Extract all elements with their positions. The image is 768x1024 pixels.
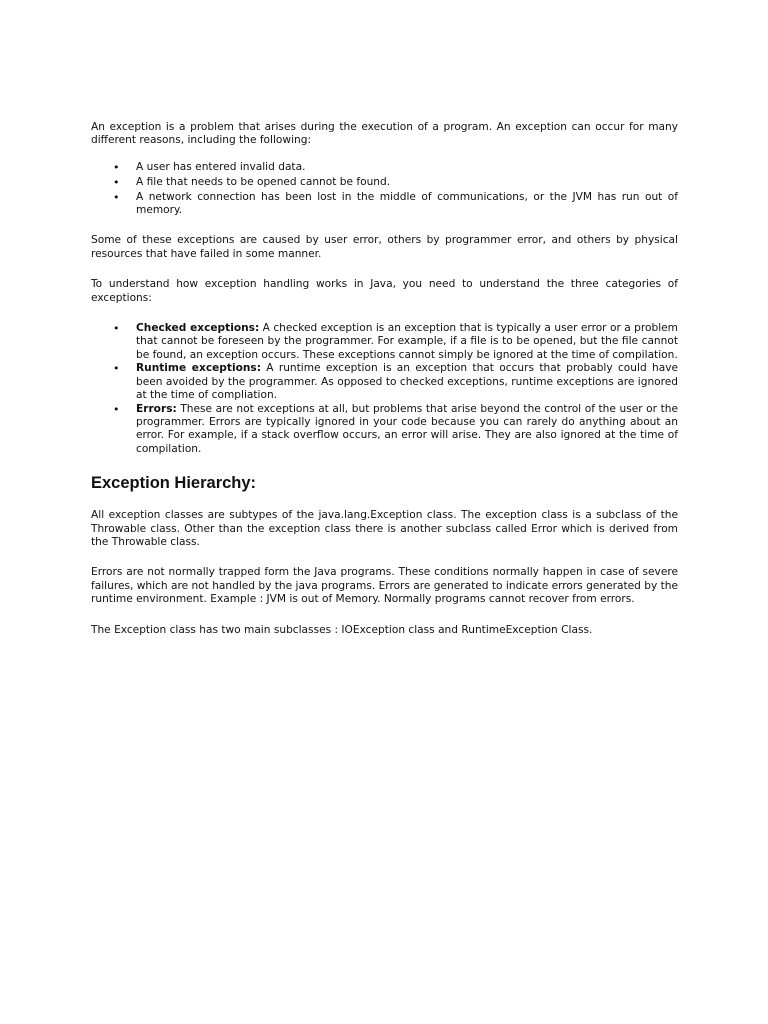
hierarchy-paragraph: All exception classes are subtypes of the java.lang.Exception class. The exception class is a subclass of the Throwable class. Other than the exception class there is another subclass called Error which is derived from the Throwable class. [91,509,678,548]
section-heading: Exception Hierarchy: [91,474,257,493]
category-term: Errors: [136,402,177,415]
subclasses-paragraph: The Exception class has two main subclasses : IOException class and RuntimeException Class. [91,623,593,636]
list-item-text: A file that needs to be opened cannot be found. [136,175,391,188]
list-item [91,362,678,402]
category-term: Checked exceptions: [136,322,260,335]
causes-paragraph: Some of these exceptions are caused by user error, others by programmer error, and others by physical resources that have failed in some manner. [91,234,678,260]
list-item [91,176,678,189]
intro-paragraph: An exception is a problem that arises during the execution of a program. An exception can occur for many different reasons, including the following: [91,121,678,147]
categories-intro-paragraph: To understand how exception handling works in Java, you need to understand the three categories of exceptions: [91,278,678,304]
list-item [91,191,678,218]
bullet-icon: • [113,322,120,336]
list-item [91,322,678,362]
bullet-icon: • [113,160,120,174]
bullet-icon: • [113,402,120,416]
category-term: Runtime exceptions: [136,362,261,375]
categories-list [91,322,678,456]
list-item-text: A user has entered invalid data. [136,160,306,173]
document-page [91,121,678,637]
bullet-icon: • [113,190,120,204]
reasons-list [91,161,678,218]
list-item [91,161,678,174]
bullet-icon: • [113,362,120,376]
bullet-icon: • [113,175,120,189]
list-item-text: A network connection has been lost in the middle of communications, or the JVM has run out of memory. [136,190,678,217]
category-text: A checked exception is an exception that is typically a user error or a problem that cannot be foreseen by the programmer. For example, if a file is to be opened, but the file cannot be found, an exception occurs. These exceptions cannot simply be ignored at the time of compilation. [136,322,678,361]
category-text: These are not exceptions at all, but problems that arise beyond the control of the user or the programmer. Errors are typically ignored in your code because you can rarely do anything about an error. For example, if a stack overflow occurs, an error will arise. They are also ignored at the time of compilation. [136,402,678,455]
list-item [91,403,678,457]
category-text: A runtime exception is an exception that occurs that probably could have been avoided by the programmer. As opposed to checked exceptions, runtime exceptions are ignored at the time of compliation. [136,362,678,402]
errors-paragraph: Errors are not normally trapped form the Java programs. These conditions normally happen in case of severe failures, which are not handled by the java programs. Errors are generated to indicate errors generated by the runtime environment. Example : JVM is out of Memory. Normally programs cannot recover from errors. [91,566,678,606]
